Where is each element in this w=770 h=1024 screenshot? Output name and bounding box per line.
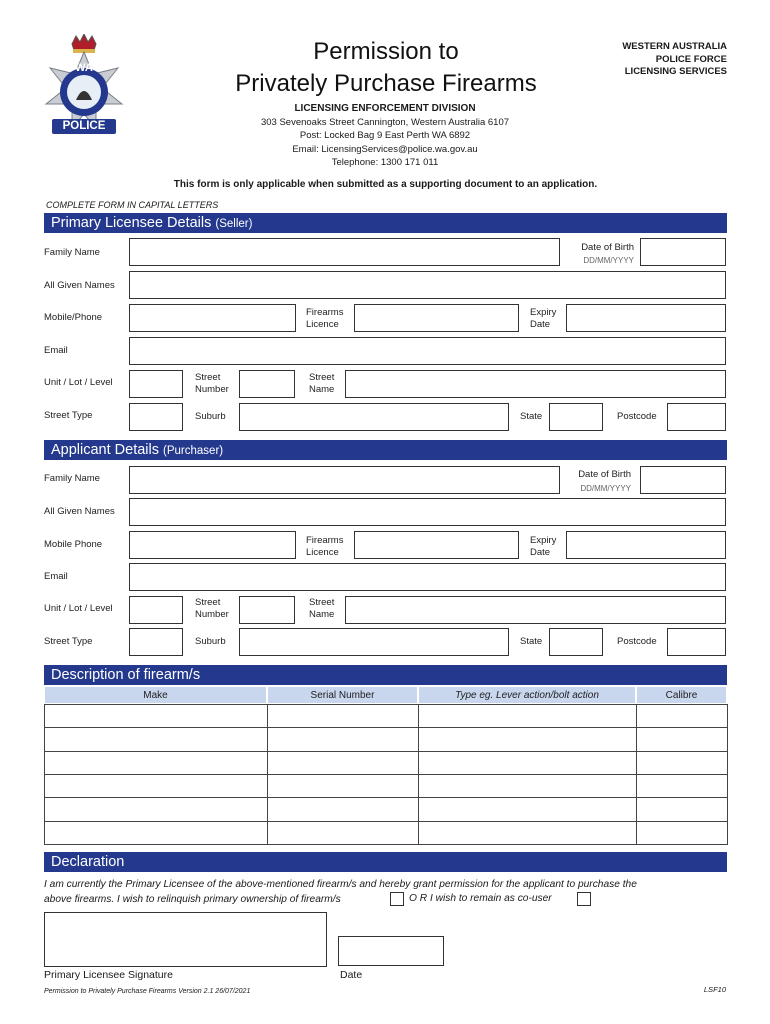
seller-street-number-label-line-1: Street xyxy=(195,372,221,383)
applicant-licence-label-line-2: Licence xyxy=(306,547,339,558)
seller-suburb-field[interactable] xyxy=(239,403,509,431)
column-header-make: Make xyxy=(44,686,267,704)
serial-number-cell[interactable] xyxy=(267,751,419,775)
title-line-2: Privately Purchase Firearms xyxy=(235,70,537,97)
firearms-table-body xyxy=(44,704,727,844)
seller-expiry-label xyxy=(530,307,556,331)
declaration-section-header xyxy=(44,852,727,872)
calibre-cell[interactable] xyxy=(636,797,728,821)
type-cell[interactable] xyxy=(418,821,637,845)
seller-expiry-field[interactable] xyxy=(566,304,726,332)
declaration-text-line-1: I am currently the Primary Licensee of the above-mentioned firearm/s and hereby grant permission for the applicant to purchase the xyxy=(44,879,637,890)
applicant-street-name-label-line-2: Name xyxy=(309,609,335,620)
table-row xyxy=(44,704,727,727)
applicant-street-name-label xyxy=(309,597,334,621)
seller-street-type-label: Street Type xyxy=(44,410,93,421)
seller-section-title: Primary Licensee Details xyxy=(51,215,212,231)
logo-police-text: POLICE xyxy=(62,120,106,132)
serial-number-cell[interactable] xyxy=(267,727,419,751)
seller-postcode-label: Postcode xyxy=(617,411,657,422)
table-row xyxy=(44,751,727,774)
applicant-state-field[interactable] xyxy=(549,628,603,656)
applicant-phone-label: Mobile Phone xyxy=(44,539,103,550)
declaration-text xyxy=(44,878,734,907)
applicant-expiry-label xyxy=(530,535,556,559)
org-line-3: LICENSING SERVICES xyxy=(624,66,727,77)
organisation xyxy=(560,41,727,79)
date-field[interactable] xyxy=(338,936,444,966)
applicant-licence-label-line-1: Firearms xyxy=(306,535,344,546)
seller-dob-field[interactable] xyxy=(640,238,726,266)
date-label: Date xyxy=(340,969,363,981)
serial-number-cell[interactable] xyxy=(267,774,419,798)
make-cell[interactable] xyxy=(44,751,268,775)
type-cell[interactable] xyxy=(418,727,637,751)
seller-expiry-label-line-1: Expiry xyxy=(530,307,557,318)
type-cell[interactable] xyxy=(418,774,637,798)
firearms-section-title: Description of firearm/s xyxy=(51,667,201,683)
make-cell[interactable] xyxy=(44,704,268,728)
applicant-expiry-field[interactable] xyxy=(566,531,726,559)
applicant-phone-field[interactable] xyxy=(129,531,296,559)
applicant-suburb-field[interactable] xyxy=(239,628,509,656)
applicant-street-type-label: Street Type xyxy=(44,636,93,647)
serial-number-cell[interactable] xyxy=(267,704,419,728)
make-cell[interactable] xyxy=(44,727,268,751)
applicant-state-label: State xyxy=(520,636,543,647)
seller-suburb-label: Suburb xyxy=(195,411,226,422)
column-header-serial-number: Serial Number xyxy=(267,686,418,704)
declaration-text-line-2 xyxy=(44,893,734,908)
applicant-given-names-label: All Given Names xyxy=(44,506,115,517)
seller-given-names-label: All Given Names xyxy=(44,280,115,291)
seller-street-number-field[interactable] xyxy=(239,370,295,398)
signature-label: Primary Licensee Signature xyxy=(44,969,173,981)
street-address: 303 Sevenoaks Street Cannington, Western Australia 6107 xyxy=(260,116,510,128)
table-row xyxy=(44,774,727,797)
applicant-dob-label: Date of Birth xyxy=(578,469,631,480)
declaration-relinquish-text: above firearms. I wish to relinquish primary ownership of firearm/s xyxy=(44,893,341,905)
applicant-street-type-field[interactable] xyxy=(129,628,183,656)
applicant-unit-label: Unit / Lot / Level xyxy=(44,603,113,614)
calibre-cell[interactable] xyxy=(636,821,728,845)
table-row xyxy=(44,727,727,750)
seller-email-field[interactable] xyxy=(129,337,726,365)
seller-licence-label-line-2: Licence xyxy=(306,319,339,330)
police-logo xyxy=(38,34,130,142)
form-version: Permission to Privately Purchase Firearms Version 2.1 26/07/2021 xyxy=(44,988,251,995)
applicant-family-name-field[interactable] xyxy=(129,466,560,494)
make-cell[interactable] xyxy=(44,774,268,798)
seller-licence-field[interactable] xyxy=(354,304,519,332)
applicant-section-header xyxy=(44,440,727,460)
contact-block xyxy=(200,102,570,170)
seller-licence-label xyxy=(306,307,343,331)
seller-section-header xyxy=(44,213,727,233)
seller-dob-label: Date of Birth xyxy=(581,242,634,253)
org-line-1: WESTERN AUSTRALIA xyxy=(622,41,727,52)
applicant-expiry-label-line-2: Date xyxy=(530,547,551,558)
applicant-given-names-field[interactable] xyxy=(129,498,726,526)
applicant-dob-hint: DD/MM/YYYY xyxy=(580,484,631,493)
contact-email: Email: LicensingServices@police.wa.gov.au xyxy=(292,143,478,155)
relinquish-ownership-checkbox[interactable] xyxy=(390,892,404,906)
applicant-street-number-field[interactable] xyxy=(239,596,295,624)
applicant-dob-field[interactable] xyxy=(640,466,726,494)
applicant-street-number-label-line-1: Street xyxy=(195,597,221,608)
applicant-licence-label xyxy=(306,535,343,559)
seller-street-number-label xyxy=(195,372,229,396)
declaration-section-title: Declaration xyxy=(51,854,125,870)
seller-state-label: State xyxy=(520,411,543,422)
seller-family-name-field[interactable] xyxy=(129,238,560,266)
seller-state-field[interactable] xyxy=(549,403,603,431)
applicant-licence-field[interactable] xyxy=(354,531,519,559)
form-code: LSF10 xyxy=(703,985,726,994)
seller-street-number-label-line-2: Number xyxy=(195,384,229,395)
seller-dob-hint: DD/MM/YYYY xyxy=(583,256,634,265)
seller-family-name-label: Family Name xyxy=(44,247,100,258)
seller-unit-label: Unit / Lot / Level xyxy=(44,377,113,388)
applicant-postcode-label: Postcode xyxy=(617,636,657,647)
capital-letters-instruction: COMPLETE FORM IN CAPITAL LETTERS xyxy=(46,200,219,210)
seller-street-name-label-line-2: Name xyxy=(309,384,335,395)
applicant-family-name-label: Family Name xyxy=(44,473,100,484)
logo-wa-text: WA xyxy=(75,62,93,74)
applicant-street-number-label xyxy=(195,597,229,621)
type-cell[interactable] xyxy=(418,797,637,821)
serial-number-cell[interactable] xyxy=(267,821,419,845)
applicant-suburb-label: Suburb xyxy=(195,636,226,647)
applicant-expiry-label-line-1: Expiry xyxy=(530,535,557,546)
org-line-2: POLICE FORCE xyxy=(655,53,727,65)
seller-street-type-field[interactable] xyxy=(129,403,183,431)
signature-field[interactable] xyxy=(44,912,327,967)
type-cell[interactable] xyxy=(418,751,637,775)
contact-telephone: Telephone: 1300 171 011 xyxy=(331,157,439,168)
column-header-type: Type eg. Lever action/bolt action xyxy=(418,686,636,704)
seller-street-name-label-line-1: Street xyxy=(309,372,335,383)
column-header-calibre: Calibre xyxy=(636,686,727,704)
form-notice: This form is only applicable when submitted as a supporting document to an application. xyxy=(173,179,598,190)
calibre-cell[interactable] xyxy=(636,751,728,775)
postal-address: Post: Locked Bag 9 East Perth WA 6892 xyxy=(299,130,471,141)
type-cell[interactable] xyxy=(418,704,637,728)
seller-licence-label-line-1: Firearms xyxy=(306,307,344,318)
applicant-postcode-field[interactable] xyxy=(667,628,726,656)
seller-email-label: Email xyxy=(44,345,68,356)
applicant-unit-field[interactable] xyxy=(129,596,183,624)
seller-given-names-field[interactable] xyxy=(129,271,726,299)
calibre-cell[interactable] xyxy=(636,774,728,798)
seller-phone-label: Mobile/Phone xyxy=(44,312,103,323)
table-row xyxy=(44,797,727,820)
serial-number-cell[interactable] xyxy=(267,797,419,821)
make-cell[interactable] xyxy=(44,797,268,821)
calibre-cell[interactable] xyxy=(636,704,728,728)
applicant-section-title: Applicant Details xyxy=(51,442,159,458)
title-line-1: Permission to xyxy=(313,38,459,65)
applicant-street-number-label-line-2: Number xyxy=(195,609,229,620)
table-row xyxy=(44,821,727,844)
applicant-email-label: Email xyxy=(44,571,68,582)
applicant-section-subtitle: (Purchaser) xyxy=(163,445,224,457)
form-title xyxy=(200,36,572,100)
seller-street-name-label xyxy=(309,372,334,396)
seller-unit-field[interactable] xyxy=(129,370,183,398)
seller-expiry-label-line-2: Date xyxy=(530,319,551,330)
seller-phone-field[interactable] xyxy=(129,304,296,332)
firearms-section-header xyxy=(44,665,727,685)
co-user-option-text: O R I wish to remain as co-user xyxy=(409,893,552,904)
seller-street-name-field[interactable] xyxy=(345,370,726,398)
remain-co-user-checkbox[interactable] xyxy=(577,892,591,906)
applicant-street-name-label-line-1: Street xyxy=(309,597,335,608)
applicant-street-name-field[interactable] xyxy=(345,596,726,624)
applicant-email-field[interactable] xyxy=(129,563,726,591)
calibre-cell[interactable] xyxy=(636,727,728,751)
division-name: LICENSING ENFORCEMENT DIVISION xyxy=(294,103,476,114)
seller-section-subtitle: (Seller) xyxy=(215,218,253,230)
make-cell[interactable] xyxy=(44,821,268,845)
seller-postcode-field[interactable] xyxy=(667,403,726,431)
